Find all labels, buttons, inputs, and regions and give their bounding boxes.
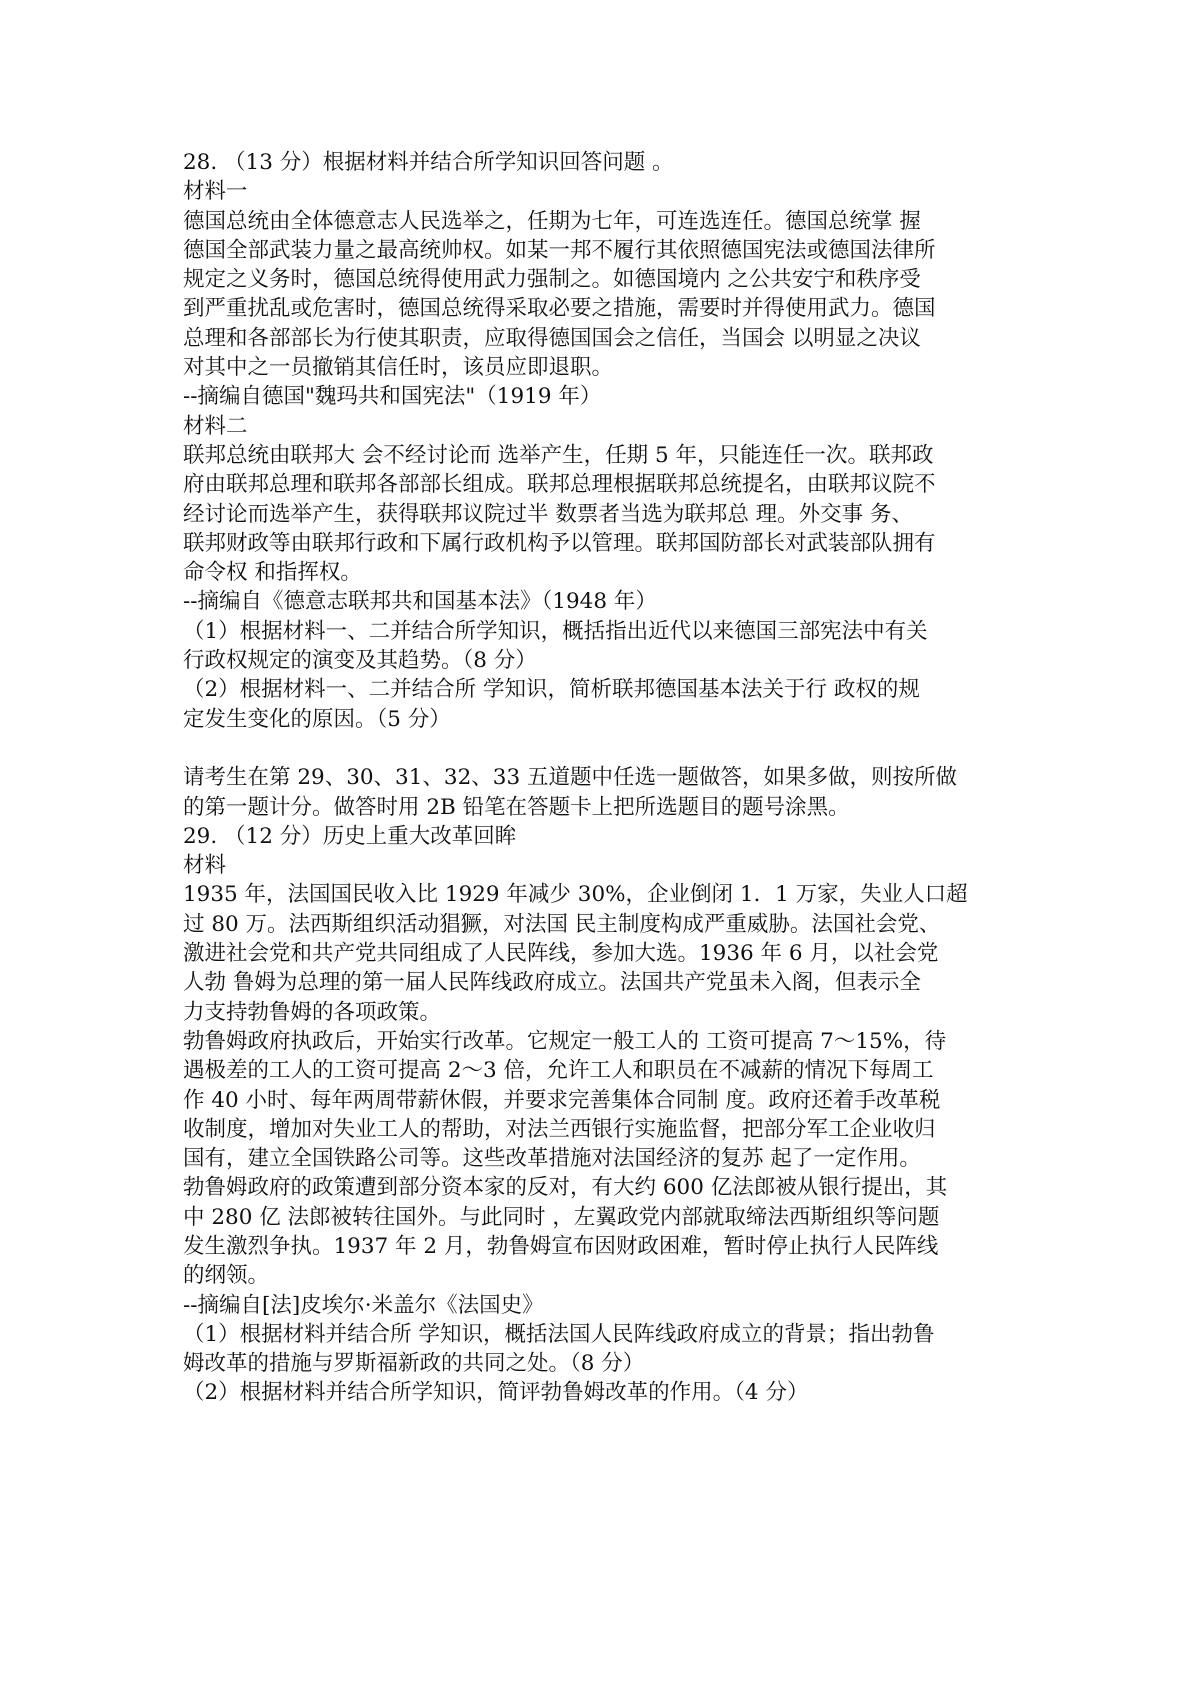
q28-question2-line: （2）根据材料一、二并结合所 学知识，简析联邦德国基本法关于行 政权的规: [183, 677, 920, 703]
q28-material2-line: 经讨论而选举产生，获得联邦议院过半 数票者当选为联邦总 理。外交事 务、: [183, 501, 914, 527]
q28-material1-line: 对其中之一员撤销其信任时，该员应即退职。: [183, 355, 614, 381]
q28-material1-source: --摘编自德国"魏玛共和国宪法"（1919 年）: [183, 384, 602, 410]
q29-paragraph2-line: 遇极差的工人的工资可提高 2～3 倍，允许工人和职员在不减薪的情况下每周工: [183, 1058, 934, 1084]
q29-paragraph2-line: 国有，建立全国铁路公司等。这些改革措施对法国经济的复苏 起了一定作用。: [183, 1146, 921, 1172]
q28-header: 28. （13 分）根据材料并结合所学知识回答问题 。: [183, 150, 674, 175]
q29-paragraph2-line: 勃鲁姆政府的政策遭到部分资本家的反对，有大约 600 亿法郎被从银行提出，其: [183, 1175, 948, 1201]
q28-material1-line: 总理和各部部长为行使其职责，应取得德国国会之信任，当国会 以明显之决议: [183, 325, 921, 351]
q29-paragraph2-line: 的纲领。: [183, 1263, 270, 1289]
q28-material2-source: --摘编自《德意志联邦共和国基本法》（1948 年）: [183, 589, 657, 615]
q28-question1-line: 行政权规定的演变及其趋势。（8 分）: [183, 648, 537, 674]
q28-material2-title: 材料二: [183, 413, 248, 439]
instruction-line: 的第一题计分。做答时用 2B 铅笔在答题卡上把所选题目的题号涂黑。: [183, 794, 850, 820]
q29-paragraph2-line: 勃鲁姆政府执政后，开始实行改革。它规定一般工人的 工资可提高 7～15%，待: [183, 1028, 947, 1054]
q28-question1-line: （1）根据材料一、二并结合所学知识，概括指出近代以来德国三部宪法中有关: [183, 618, 928, 644]
q28-material2-line: 命令权 和指挥权。: [183, 560, 362, 586]
q29-paragraph1-line: 1935 年，法国国民收入比 1929 年减少 30%，企业倒闭 1．1 万家，失业人口超: [183, 882, 968, 908]
q28-material1-line: 到严重扰乱或危害时，德国总统得采取必要之措施，需要时并得使用武力。德国: [183, 296, 936, 322]
document-page: [183, 148, 1028, 1408]
q29-header: 29. （12 分）历史上重大改革回眸: [183, 823, 517, 849]
q29-paragraph1-line: 激进社会党和共产党共同组成了人民阵线，参加大选。1936 年 6 月，以社会党: [183, 941, 939, 967]
q28-material1-line: 德国全部武装力量之最高统帅权。如某一邦不履行其依照德国宪法或德国法律所: [183, 237, 936, 263]
q29-paragraph2-line: 中 280 亿 法郎被转往国外。与此同时 ，左翼政党内部就取缔法西斯组织等问题: [183, 1204, 940, 1230]
q29-question1-line: （1）根据材料并结合所 学知识，概括法国人民阵线政府成立的背景；指出勃鲁: [183, 1321, 935, 1347]
q29-paragraph1-line: 力支持勃鲁姆的各项政策。: [183, 999, 442, 1025]
q28-material1-line: 规定之义务时，德国总统得使用武力强制之。如德国境内 之公共安宁和秩序受: [183, 267, 921, 293]
q29-paragraph2-line: 收制度，增加对失业工人的帮助，对法兰西银行实施监督，把部分军工企业收归: [183, 1116, 936, 1142]
q28-material2-line: 联邦总统由联邦大 会不经讨论而 选举产生，任期 5 年，只能连任一次。联邦政: [183, 442, 934, 468]
q29-paragraph1-line: 人勃 鲁姆为总理的第一届人民阵线政府成立。法国共产党虽未入阁，但表示全: [183, 970, 921, 996]
q28-material1-title: 材料一: [183, 179, 248, 205]
section-spacer: [183, 734, 1028, 763]
q28-question2-line: 定发生变化的原因。（5 分）: [183, 706, 451, 732]
q28-material2-line: 府由联邦总理和联邦各部部长组成。联邦总理根据联邦总统提名，由联邦议院不: [183, 472, 936, 498]
q29-source: --摘编自[法]皮埃尔·米盖尔《法国史》: [183, 1292, 544, 1318]
q29-paragraph2-line: 作 40 小时、每年两周带薪休假，并要求完善集体合同制 度。政府还着手改革税: [183, 1087, 941, 1113]
q29-question1-line: 姆改革的措施与罗斯福新政的共同之处。（8 分）: [183, 1351, 645, 1377]
instruction-line: 请考生在第 29、30、31、32、33 五道题中任选一题做答，如果多做，则按所做: [183, 765, 957, 791]
q29-question2-line: （2）根据材料并结合所学知识，简评勃鲁姆改革的作用。（4 分）: [183, 1380, 809, 1406]
q29-paragraph2-line: 发生激烈争执。1937 年 2 月，勃鲁姆宣布因财政困难，暂时停止执行人民阵线: [183, 1233, 939, 1259]
q29-paragraph1-line: 过 80 万。法西斯组织活动猖獗，对法国 民主制度构成严重威胁。法国社会党、: [183, 911, 941, 937]
q28-material2-line: 联邦财政等由联邦行政和下属行政机构予以管理。联邦国防部长对武装部队拥有: [183, 530, 936, 556]
q28-material1-line: 德国总统由全体德意志人民选举之，任期为七年，可连选连任。德国总统掌 握: [183, 208, 921, 234]
q29-material-title: 材料: [183, 853, 227, 879]
